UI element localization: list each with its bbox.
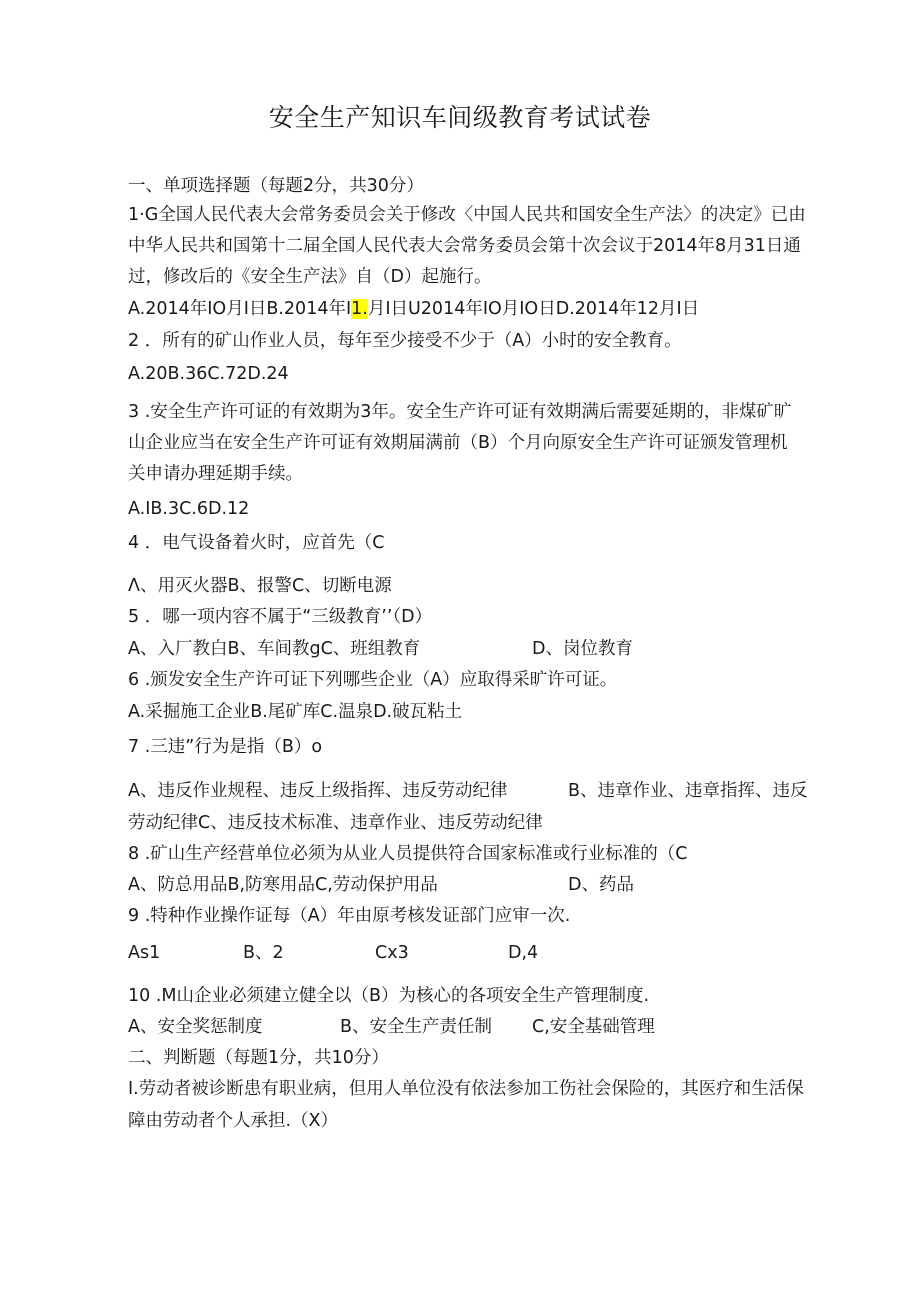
question-3-text-line-2: 山企业应当在安全生产许可证有效期届满前（B）个月向原安全生产许可证颁发管理机 — [128, 433, 788, 453]
question-6-options: A.采掘施工企业B.尾矿库C.温泉D.破瓦粘土 — [128, 702, 463, 722]
question-8-option-d: D、药品 — [568, 875, 634, 895]
question-4-text: 4 ．电气设备着火时，应首先（C — [128, 533, 385, 553]
question-10-option-b: B、安全生产责任制 — [340, 1017, 493, 1037]
question-9-option-c: Cx3 — [375, 943, 409, 963]
judgment-1-text-line-2: 障由劳动者个人承担.（X） — [128, 1111, 339, 1131]
question-8-text: 8 .矿山生产经营单位必须为从业人员提供符合国家标准或行业标准的（C — [128, 844, 688, 864]
question-1-text-line-1: 1·G全国人民代表大会常务委员会关于修改〈中国人民共和国安全生产法〉的决定》已由 — [128, 205, 806, 225]
question-5-option-d: D、岗位教育 — [532, 639, 633, 659]
question-8-options-abc: A、防总用品B,防寒用品C,劳动保护用品 — [128, 875, 438, 895]
question-7-option-b: B、违章作业、违章指挥、违反 — [568, 781, 808, 801]
question-5-options-abc: A、入厂教白B、车间教gC、班组教育 — [128, 639, 421, 659]
question-7-options-continued: 劳动纪律C、违反技术标准、违章作业、违反劳动纪律 — [128, 813, 543, 833]
question-10-text: 10 .M山企业必须建立健全以（B）为核心的各项安全生产管理制度. — [128, 986, 650, 1006]
question-1-options-part-1: A.2014年IO月I日B.2014年I — [128, 299, 352, 319]
question-9-option-b: B、2 — [243, 943, 284, 963]
question-2-text: 2 ．所有的矿山作业人员，每年至少接受不少于（A）小时的安全教育。 — [128, 331, 682, 351]
question-7-text: 7 .三违”行为是指（B）o — [128, 737, 323, 757]
question-9-option-a: As1 — [128, 943, 161, 963]
question-5-text: 5 ．哪一项内容不属于“三级教育’’（D） — [128, 607, 433, 627]
question-4-options: Λ、用灭火器B、报警C、切断电源 — [128, 576, 392, 596]
question-3-options: A.IB.3C.6D.12 — [128, 499, 250, 519]
question-7-option-a: A、违反作业规程、违反上级指挥、违反劳动纪律 — [128, 781, 508, 801]
question-2-options: A.20B.36C.72D.24 — [128, 364, 289, 384]
question-3-text-line-1: 3 .安全生产许可证的有效期为3年。安全生产许可证有效期满后需要延期的，非煤矿旷 — [128, 402, 792, 422]
question-1-options — [128, 297, 699, 321]
question-10-option-c: C,安全基础管理 — [532, 1017, 655, 1037]
question-9-text: 9 .特种作业操作证每（A）年由原考核发证部门应审一次. — [128, 906, 571, 926]
question-3-text-line-3: 关申请办理延期手续。 — [128, 464, 303, 484]
section-heading-single-choice: 一、单项选择题（每题2分，共30分） — [128, 176, 424, 196]
question-1-text-line-2: 中华人民共和国第十二届全国人民代表大会常务委员会第十次会议于2014年8月31日通 — [128, 236, 801, 256]
question-6-text: 6 .颁发安全生产许可证下列哪些企业（A）应取得采旷许可证。 — [128, 670, 618, 690]
question-9-option-d: D,4 — [508, 943, 539, 963]
page-title: 安全生产知识车间级教育考试试卷 — [268, 103, 652, 132]
question-1-text-line-3: 过，修改后的《安全生产法》自（D）起施行。 — [128, 267, 492, 287]
section-heading-true-false: 二、判断题（每题1分，共10分） — [128, 1048, 389, 1068]
question-1-options-part-2: 月I日U2014年IO月IO日D.2014年12月I日 — [367, 299, 700, 319]
question-10-option-a: A、安全奖惩制度 — [128, 1017, 263, 1037]
judgment-1-text-line-1: I.劳动者被诊断患有职业病，但用人单位没有依法参加工伤社会保险的，其医疗和生活保 — [128, 1079, 804, 1099]
highlighted-text: 1. — [351, 299, 368, 319]
